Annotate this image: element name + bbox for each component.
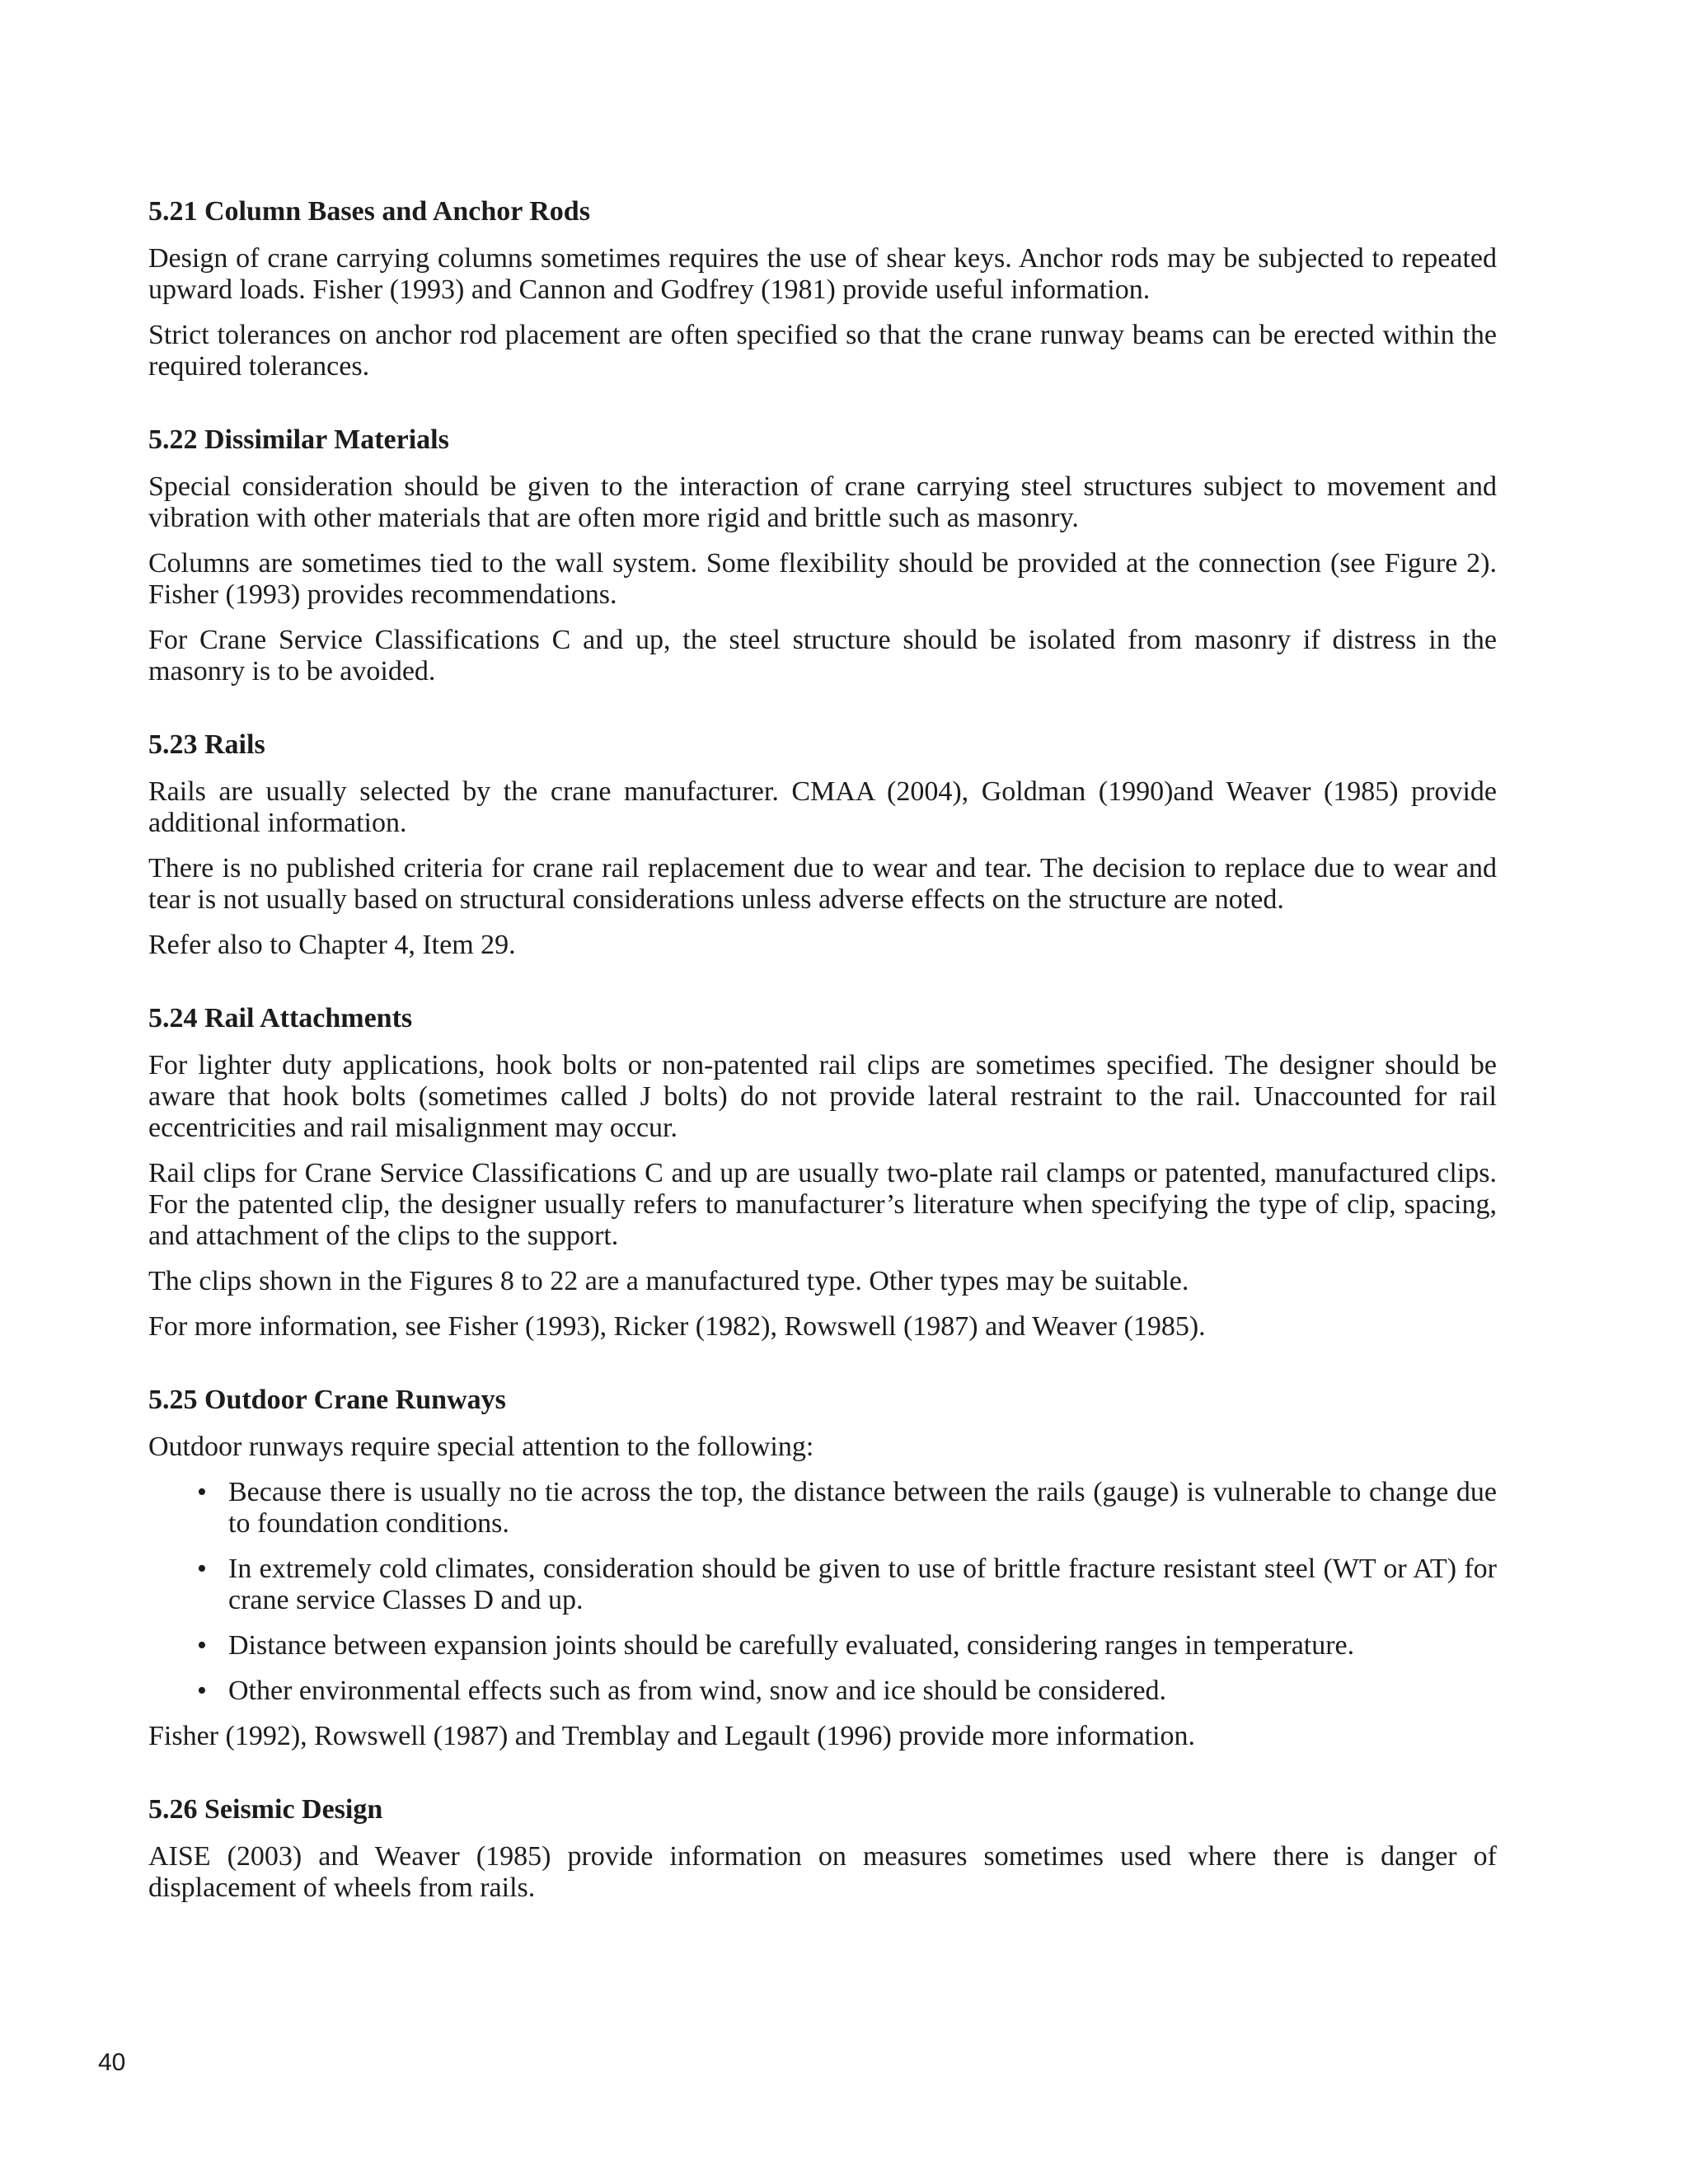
section-heading: 5.26 Seismic Design bbox=[148, 1794, 383, 1825]
paragraph: For more information, see Fisher (1993), Ricker (1982), Rowswell (1987) and Weaver (1985). bbox=[148, 1311, 1206, 1342]
section-seismic-design bbox=[148, 1793, 1497, 1904]
paragraph: Special consideration should be given to the interaction of crane carrying steel structures subject to movement and vibration with other materials that are often more rigid and brittle such as masonry. bbox=[148, 471, 1497, 533]
page-content bbox=[148, 194, 1497, 1944]
paragraph: For Crane Service Classifications C and up, the steel structure should be isolated from masonry if distress in the masonry is to be avoided. bbox=[148, 625, 1497, 687]
section-rail-attachments bbox=[148, 1001, 1497, 1343]
section-heading: 5.23 Rails bbox=[148, 729, 265, 760]
section-heading: 5.24 Rail Attachments bbox=[148, 1003, 413, 1033]
paragraph: Strict tolerances on anchor rod placement are often specified so that the crane runway beams can be erected within the required tolerances. bbox=[148, 320, 1497, 382]
section-outdoor-crane-runways bbox=[148, 1383, 1497, 1752]
section-dissimilar-materials bbox=[148, 423, 1497, 687]
paragraph: Rail clips for Crane Service Classifications C and up are usually two-plate rail clamps or patented, manufactured clips. For the patented clip, the designer usually refers to manufacturer’s literature when specifying the type of clip, spacing, and attachment of the clips to the support. bbox=[148, 1158, 1497, 1251]
section-rails bbox=[148, 728, 1497, 961]
paragraph: Columns are sometimes tied to the wall system. Some flexibility should be provided at the connection (see Figure 2). Fisher (1993) provides recommendations. bbox=[148, 548, 1497, 610]
page-number: 40 bbox=[98, 2049, 126, 2076]
list-item-text: Because there is usually no tie across the top, the distance between the rails (gauge) is vulnerable to change due to foundation conditions. bbox=[228, 1477, 1497, 1539]
list-item bbox=[197, 1630, 1497, 1661]
paragraph: Rails are usually selected by the crane manufacturer. CMAA (2004), Goldman (1990)and Weaver (1985) provide additional information. bbox=[148, 776, 1497, 838]
bullet-icon: • bbox=[197, 1630, 207, 1661]
list-item bbox=[197, 1675, 1497, 1707]
paragraph: There is no published criteria for crane rail replacement due to wear and tear. The decision to replace due to wear and tear is not usually based on structural considerations unless adverse effects on the structure are noted. bbox=[148, 853, 1497, 915]
paragraph-closing: Fisher (1992), Rowswell (1987) and Tremblay and Legault (1996) provide more information. bbox=[148, 1721, 1196, 1751]
paragraph: The clips shown in the Figures 8 to 22 are a manufactured type. Other types may be suitable. bbox=[148, 1266, 1189, 1296]
section-column-bases bbox=[148, 194, 1497, 382]
bullet-icon: • bbox=[197, 1477, 207, 1507]
list-item-text: Distance between expansion joints should be carefully evaluated, considering ranges in temperature. bbox=[228, 1630, 1355, 1661]
section-heading: 5.21 Column Bases and Anchor Rods bbox=[148, 196, 590, 227]
section-heading: 5.22 Dissimilar Materials bbox=[148, 424, 449, 455]
paragraph: AISE (2003) and Weaver (1985) provide information on measures sometimes used where there is danger of displacement of wheels from rails. bbox=[148, 1841, 1497, 1903]
paragraph-intro: Outdoor runways require special attention to the following: bbox=[148, 1432, 814, 1462]
paragraph: Refer also to Chapter 4, Item 29. bbox=[148, 930, 516, 960]
bullet-icon: • bbox=[197, 1675, 207, 1706]
list-item-text: Other environmental effects such as from wind, snow and ice should be considered. bbox=[228, 1675, 1167, 1706]
list-item bbox=[197, 1554, 1497, 1616]
paragraph: For lighter duty applications, hook bolts or non-patented rail clips are sometimes specified. The designer should be aware that hook bolts (sometimes called J bolts) do not provide lateral restraint to the rail. Unaccounted for rail eccentricities and rail misalignment may occur. bbox=[148, 1050, 1497, 1143]
paragraph: Design of crane carrying columns sometimes requires the use of shear keys. Anchor rods may be subjected to repeated upward loads. Fisher (1993) and Cannon and Godfrey (1981) provide useful information. bbox=[148, 243, 1497, 305]
bullet-list bbox=[148, 1477, 1497, 1707]
list-item bbox=[197, 1477, 1497, 1540]
list-item-text: In extremely cold climates, consideration should be given to use of brittle fracture resistant steel (WT or AT) for crane service Classes D and up. bbox=[228, 1554, 1497, 1615]
section-heading: 5.25 Outdoor Crane Runways bbox=[148, 1385, 506, 1415]
bullet-icon: • bbox=[197, 1554, 207, 1584]
